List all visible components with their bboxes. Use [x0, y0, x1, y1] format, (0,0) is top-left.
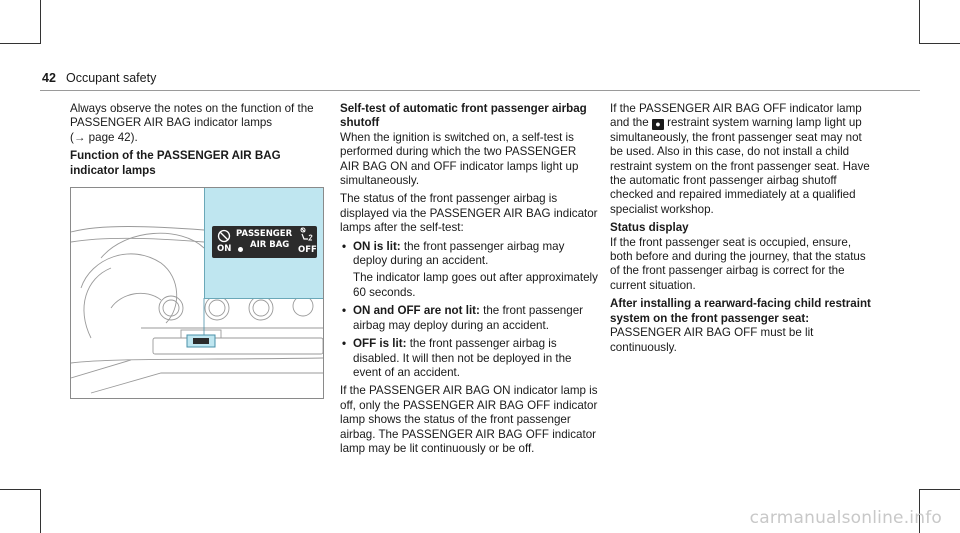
crop-mark	[920, 43, 960, 44]
list-item-text: the front passenger airbag is disabled. It will then not be deployed in the event of an accident.	[353, 337, 572, 379]
crop-mark	[920, 489, 960, 490]
off-lamp-paragraph: If the PASSENGER AIR BAG ON indicator lamp is off, only the PASSENGER AIR BAG OFF indicator lamp shows the status of the front passenger airbag. The PASSENGER AIR BAG OFF indicator lamp may be lit continuously or be off.	[340, 384, 598, 455]
warning-paragraph	[610, 102, 875, 217]
column-3	[610, 102, 875, 359]
page-number: 42	[42, 71, 56, 85]
status-display-paragraph: If the front passenger seat is occupied, ensure, both before and during the journey, that the status of the front passenger airbag is correct for the current situation.	[610, 235, 866, 292]
self-test-paragraph: When the ignition is switched on, a self-test is performed during which the two PASSENGER AIR BAG ON and OFF indicator lamps light up simultaneously.	[340, 130, 579, 188]
list-item-text: the front passenger airbag may deploy during an accident.	[353, 239, 565, 268]
list-item	[340, 337, 598, 380]
restraint-system-warning-icon: ●	[652, 119, 664, 130]
airbag-off-icon	[217, 229, 231, 243]
column-1	[70, 102, 325, 178]
section-title: Occupant safety	[66, 71, 157, 85]
bullet-icon: •	[342, 304, 347, 318]
bullet-icon: •	[342, 239, 347, 253]
column-2	[340, 102, 598, 460]
child-restraint-heading: After installing a rearward-facing child restraint system on the front passenger seat:	[610, 297, 871, 325]
crop-mark	[0, 43, 40, 44]
list-item-label: ON is lit:	[353, 239, 401, 253]
bullet-icon: •	[342, 337, 347, 351]
watermark: carmanualsonline.info	[749, 508, 942, 528]
list-item	[340, 240, 598, 301]
airbag-indicator-panel	[212, 226, 317, 258]
list-item-label: OFF is lit:	[353, 337, 407, 351]
panel-off-label: OFF	[298, 245, 317, 255]
crop-mark	[40, 489, 41, 533]
dashboard-illustration	[70, 187, 324, 399]
panel-passenger-label: PASSENGER	[236, 229, 293, 239]
crop-mark	[919, 0, 920, 44]
self-test-heading: Self-test of automatic front passenger airbag shutoff	[340, 102, 587, 130]
seat-occupant-icon	[298, 227, 314, 243]
child-restraint-paragraph: PASSENGER AIR BAG OFF must be lit continuously.	[610, 326, 814, 354]
panel-dot-indicator	[238, 247, 243, 252]
header-rule	[40, 90, 920, 91]
status-display-heading: Status display	[610, 221, 689, 235]
section-heading: Function of the PASSENGER AIR BAG indicator lamps	[70, 149, 281, 177]
intro-text	[70, 102, 325, 145]
status-paragraph: The status of the front passenger airbag is displayed via the PASSENGER AIR BAG indicator lamps after the self-test:	[340, 192, 598, 235]
list-item-label: ON and OFF are not lit:	[353, 304, 480, 318]
list-item-text: the front passenger airbag may deploy during an accident.	[353, 304, 584, 332]
warning-text-end: restraint system warning lamp light up simultaneously, the front passenger seat may not be used. Also in this case, do not install a child restraint system on the front passenger seat. Have the automatic front passenger airbag shutoff checked and repaired immediately at a qualified specialist workshop.	[610, 116, 870, 216]
crop-mark	[0, 489, 40, 490]
intro-sentence: Always observe the notes on the function of the PASSENGER AIR BAG indicator lamps	[70, 102, 314, 130]
indicator-callout	[204, 188, 324, 299]
status-list	[340, 240, 598, 381]
panel-on-label: ON	[217, 244, 232, 254]
panel-airbag-label: AIR BAG	[250, 240, 290, 250]
list-item-note: The indicator lamp goes out after approximately 60 seconds.	[353, 271, 598, 299]
page-reference-link[interactable]: (→ page 42).	[70, 130, 138, 144]
list-item	[340, 304, 598, 333]
warning-text-start: If the PASSENGER AIR BAG OFF indicator lamp and the	[610, 102, 862, 130]
crop-mark	[40, 0, 41, 44]
